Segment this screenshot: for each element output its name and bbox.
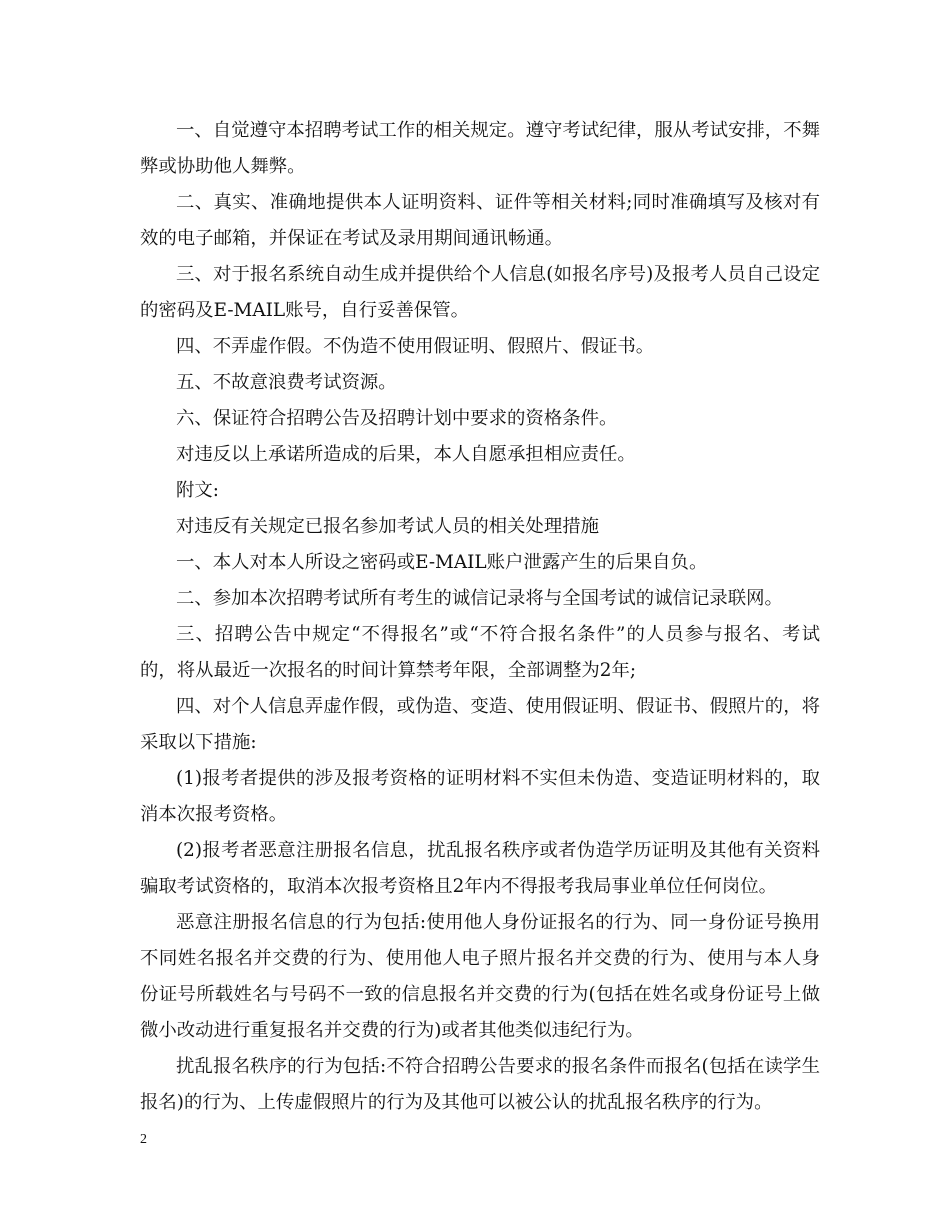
paragraph-rule-6: 六、保证符合招聘公告及招聘计划中要求的资格条件。 bbox=[176, 408, 618, 429]
paragraph-appendix-label: 附文: bbox=[176, 480, 219, 501]
paragraph-measure-2: 二、参加本次招聘考试所有考生的诚信记录将与全国考试的诚信记录联网。 bbox=[176, 588, 783, 609]
paragraph-rule-3: 三、对于报名系统自动生成并提供给个人信息(如报名序号)及报考人员自己设定的密码及E-MAIL账号，自行妥善保管。 bbox=[140, 264, 820, 321]
document-body bbox=[140, 113, 820, 1121]
paragraph-measure-4: 四、对个人信息弄虚作假，或伪造、变造、使用假证明、假证书、假照片的，将采取以下措施: bbox=[140, 696, 820, 753]
paragraph-measure-4-item-2: (2)报考者恶意注册报名信息，扰乱报名秩序或者伪造学历证明及其他有关资料骗取考试资格的，取消本次报考资格且2年内不得报考我局事业单位任何岗位。 bbox=[140, 840, 820, 897]
paragraph-rule-2: 二、真实、准确地提供本人证明资料、证件等相关材料;同时准确填写及核对有效的电子邮箱，并保证在考试及录用期间通讯畅通。 bbox=[140, 192, 820, 249]
paragraph-appendix-title: 对违反有关规定已报名参加考试人员的相关处理措施 bbox=[176, 516, 599, 537]
paragraph-measure-1: 一、本人对本人所设之密码或E-MAIL账户泄露产生的后果自负。 bbox=[176, 552, 708, 573]
paragraph-disrupting-order: 扰乱报名秩序的行为包括:不符合招聘公告要求的报名条件而报名(包括在读学生报名)的行为、上传虚假照片的行为及其他可以被公认的扰乱报名秩序的行为。 bbox=[140, 1056, 820, 1113]
paragraph-measure-3: 三、招聘公告中规定“不得报名”或“不符合报名条件”的人员参与报名、考试的，将从最近一次报名的时间计算禁考年限，全部调整为2年; bbox=[140, 624, 820, 681]
paragraph-rule-4: 四、不弄虚作假。不伪造不使用假证明、假照片、假证书。 bbox=[176, 336, 655, 357]
paragraph-commitment: 对违反以上承诺所造成的后果，本人自愿承担相应责任。 bbox=[176, 444, 636, 465]
paragraph-rule-5: 五、不故意浪费考试资源。 bbox=[176, 372, 397, 393]
paragraph-malicious-registration: 恶意注册报名信息的行为包括:使用他人身份证报名的行为、同一身份证号换用不同姓名报名并交费的行为、使用他人电子照片报名并交费的行为、使用与本人身份证号所载姓名与号码不一致的信息报名并交费的行为(包括在姓名或身份证号上做微小改动进行重复报名并交费的行为)或者其他类似违纪行为。 bbox=[140, 912, 820, 1041]
paragraph-rule-1: 一、自觉遵守本招聘考试工作的相关规定。遵守考试纪律，服从考试安排，不舞弊或协助他人舞弊。 bbox=[140, 120, 820, 177]
paragraph-measure-4-item-1: (1)报考者提供的涉及报考资格的证明材料不实但未伪造、变造证明材料的，取消本次报考资格。 bbox=[140, 768, 820, 825]
page-number: 2 bbox=[140, 1132, 147, 1147]
